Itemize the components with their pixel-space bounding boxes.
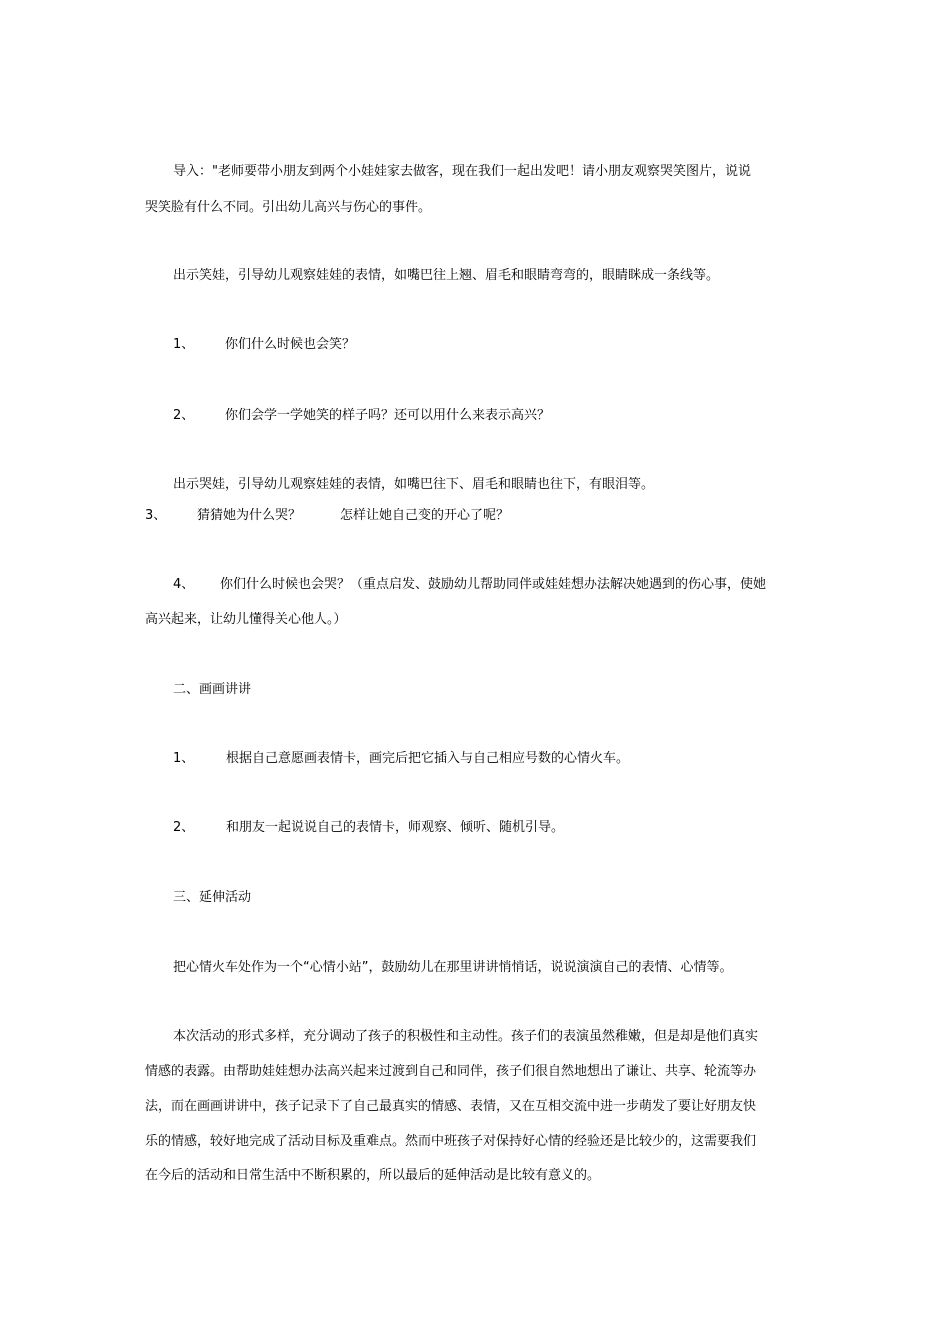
- question-2-text: 你们会学一学她笑的样子吗？还可以用什么来表示高兴？: [225, 408, 551, 423]
- reflection-line-4: 乐的情感，较好地完成了活动目标及重难点。然而中班孩子对保持好心情的经验还是比较少的，这需要我们: [145, 1134, 757, 1149]
- smile-doll-paragraph: 出示笑娃，引导幼儿观察娃娃的表情，如嘴巴往上翘、眉毛和眼睛弯弯的，眼睛眯成一条线等。: [173, 268, 720, 283]
- question-4-line-2: 高兴起来，让幼儿懂得关心他人。）: [145, 612, 347, 627]
- extension-paragraph: 把心情火车处作为一个“心情小站”，鼓励幼儿在那里讲讲悄悄话，说说演演自己的表情、心情等。: [173, 960, 733, 975]
- question-4-line-1: [173, 575, 766, 595]
- question-4-text-line-1: 你们什么时候也会哭？（重点启发、鼓励幼儿帮助同伴或娃娃想办法解决她遇到的伤心事，使她: [220, 577, 767, 592]
- question-3-number: 3、: [145, 508, 167, 523]
- intro-line-2: 哭笑脸有什么不同。引出幼儿高兴与伤心的事件。: [145, 200, 432, 215]
- reflection-line-5: 在今后的活动和日常生活中不断积累的，所以最后的延伸活动是比较有意义的。: [145, 1168, 601, 1183]
- question-3-text-b: 怎样让她自己变的开心了呢？: [340, 508, 510, 523]
- section-2-item-1: [173, 749, 629, 769]
- reflection-line-2: 情感的表露。由帮助娃娃想办法高兴起来过渡到自己和同伴，孩子们很自然地想出了谦让、共享、轮流等办: [145, 1064, 757, 1079]
- section-2-item-1-number: 1、: [173, 751, 195, 766]
- question-1-text: 你们什么时候也会笑？: [225, 337, 356, 352]
- question-3: [145, 506, 509, 526]
- section-2-item-2-text: 和朋友一起说说自己的表情卡，师观察、倾听、随机引导。: [226, 820, 565, 835]
- intro-line-1: 导入："老师要带小朋友到两个小娃娃家去做客，现在我们一起出发吧！请小朋友观察哭笑图片，说说: [173, 164, 751, 179]
- section-3-heading: 三、延伸活动: [173, 890, 252, 905]
- reflection-line-1: 本次活动的形式多样，充分调动了孩子的积极性和主动性。孩子们的表演虽然稚嫩，但是却是他们真实: [173, 1029, 759, 1044]
- section-2-item-1-text: 根据自己意愿画表情卡，画完后把它插入与自己相应号数的心情火车。: [226, 751, 630, 766]
- reflection-line-3: 法，而在画画讲讲中，孩子记录下了自己最真实的情感、表情，又在互相交流中进一步萌发了要让好朋友快: [145, 1099, 757, 1114]
- section-2-item-2-number: 2、: [173, 820, 195, 835]
- cry-doll-paragraph: 出示哭娃，引导幼儿观察娃娃的表情，如嘴巴往下、眉毛和眼睛也往下，有眼泪等。: [173, 477, 655, 492]
- question-2-number: 2、: [173, 408, 195, 423]
- section-2-heading: 二、画画讲讲: [173, 682, 252, 697]
- question-4-number: 4、: [173, 577, 195, 592]
- question-1: [173, 335, 355, 355]
- question-3-text-a: 猜猜她为什么哭？: [197, 508, 302, 523]
- question-2: [173, 406, 550, 426]
- section-2-item-2: [173, 818, 564, 838]
- question-1-number: 1、: [173, 337, 195, 352]
